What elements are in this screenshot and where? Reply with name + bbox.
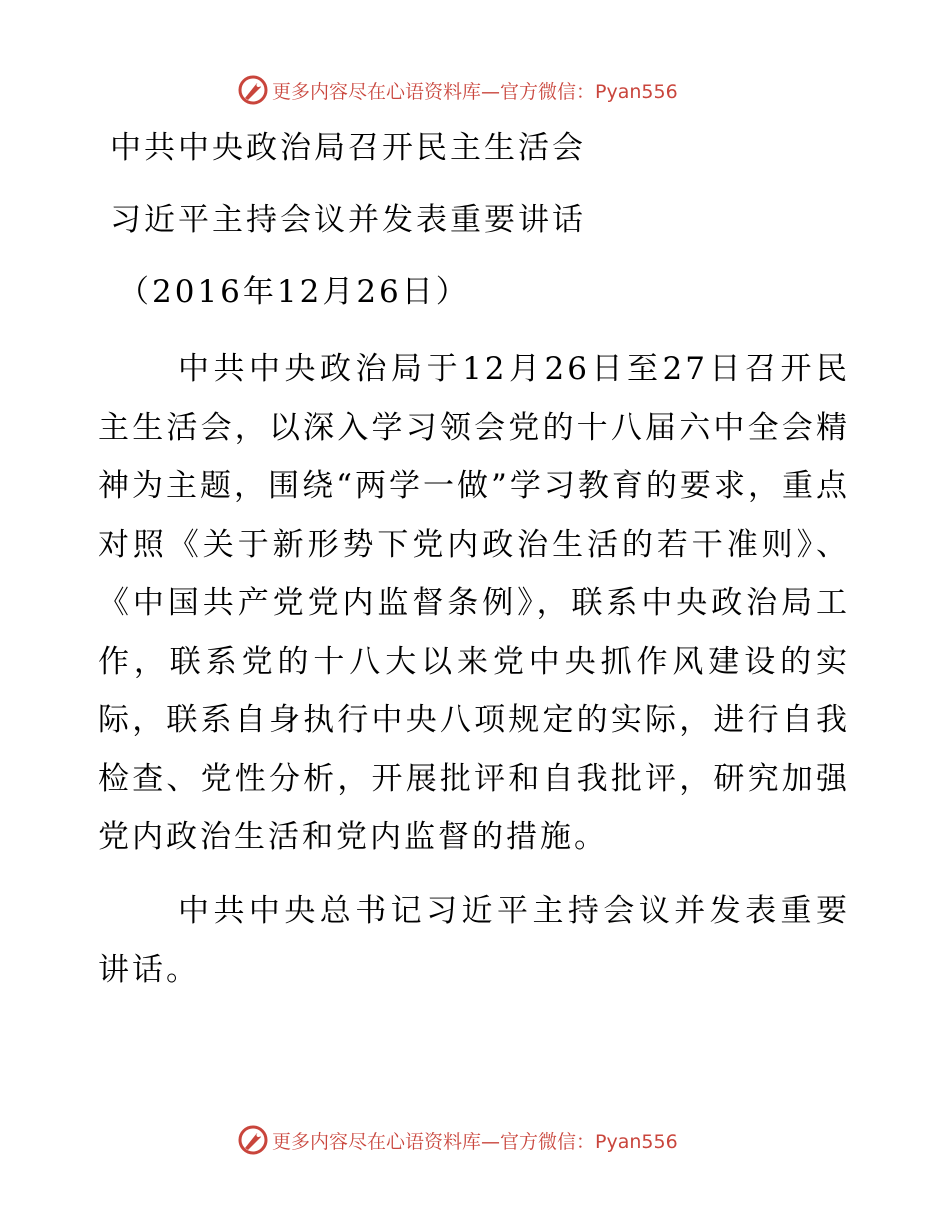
body-paragraph: 中共中央政治局于12月26日至27日召开民主生活会，以深入学习领会党的十八届六中全会精神为主题，围绕“两学一做”学习教育的要求，重点对照《关于新形势下党内政治生活的若干准则》、《中国共产党党内监督条例》，联系中央政治局工作，联系党的十八大以来党中央抓作风建设的实际，联系自身执行中央八项规定的实际，进行自我检查、党性分析，开展批评和自我批评，研究加强党内政治生活和党内监督的措施。: [98, 351, 850, 855]
pen-nib-logo-icon: [236, 1123, 270, 1157]
pen-nib-logo-icon: [236, 73, 270, 107]
watermark-text: 更多内容尽在心语资料库—官方微信：Pyan556: [272, 80, 678, 103]
header-watermark: [236, 72, 678, 108]
watermark-text: 更多内容尽在心语资料库—官方微信：Pyan556: [272, 1130, 678, 1153]
document-title: 中共中央政治局召开民主生活会: [110, 130, 586, 166]
footer-watermark: [236, 1122, 678, 1158]
body-paragraph: 中共中央总书记习近平主持会议并发表重要讲话。: [98, 893, 850, 988]
document-date: （2016年12月26日）: [118, 274, 470, 310]
document-subtitle: 习近平主持会议并发表重要讲话: [110, 202, 586, 238]
